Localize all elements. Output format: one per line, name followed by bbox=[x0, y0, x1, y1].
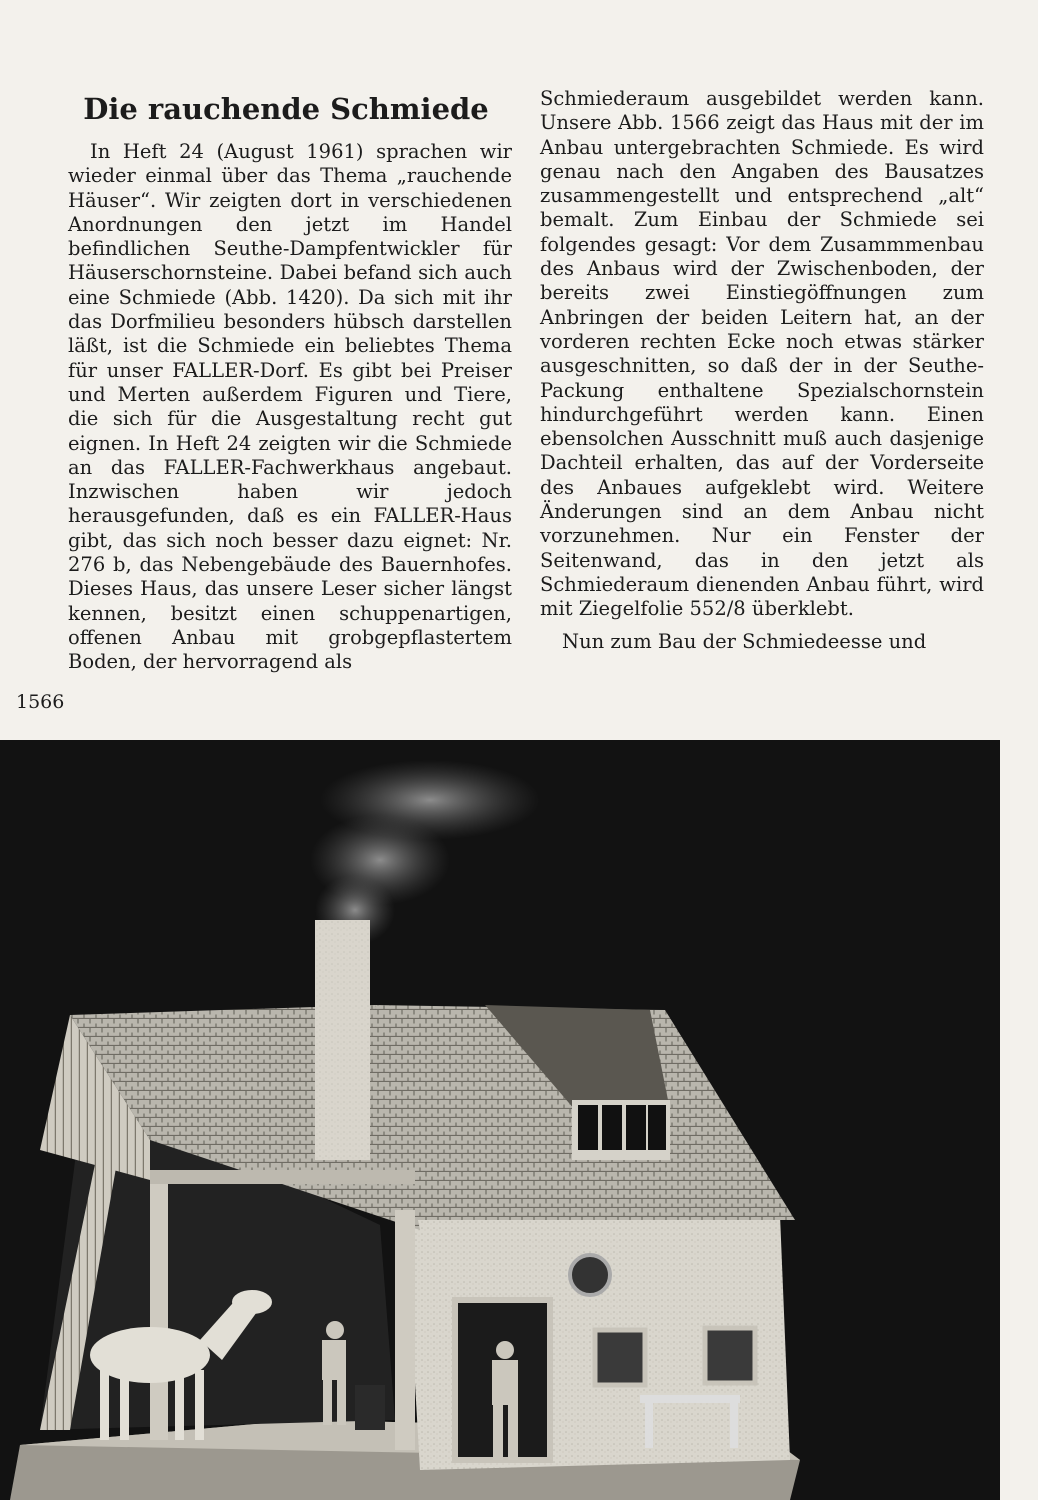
left-column-text: In Heft 24 (August 1961) sprachen wir wieder einmal über das Thema „rauchende Häuser“. Wir zeigten dort in verschiedenen Anordnungen den jetzt im Handel befindlichen Seuthe-Dampfentwickler für Häuserschornsteine. Dabei befand sich auch eine Schmiede (Abb. 1420). Da sich mit ihr das Dorfmilieu besonders hübsch darstellen läßt, ist die Schmiede ein beliebtes Thema für unser FALLER-Dorf. Es gibt bei Preiser und Merten außerdem Figuren und Tiere, die sich für die Ausgestaltung recht gut eignen. In Heft 24 zeigten wir die Schmiede an das FALLER-Fachwerkhaus angebaut. Inzwischen haben wir jedoch herausgefunden, daß es ein FALLER-Haus gibt, das sich noch besser dazu eignet: Nr. 276 b, das Nebengebäude des Bauernhofes. Dieses Haus, das unsere Leser sicher längst kennen, besitzt einen schuppenartigen, offenen Anbau mit grobgepflastertem Boden, der hervorragend als bbox=[68, 140, 512, 674]
article-title: Die rauchende Schmiede bbox=[83, 92, 489, 126]
right-column-continuation: Nun zum Bau der Schmiedeesse und bbox=[562, 629, 927, 653]
figure-number: 1566 bbox=[16, 691, 65, 713]
blacksmith-photo bbox=[0, 740, 1000, 1500]
left-column bbox=[68, 140, 512, 675]
right-column-text: Schmiederaum ausgebildet werden kann. Unsere Abb. 1566 zeigt das Haus mit der im Anbau untergebrachten Schmiede. Es wird genau nach den Angaben des Bausatzes zusammengestellt und entsprechend „alt“ bemalt. Zum Einbau der Schmiede sei folgendes gesagt: Vor dem Zusammmenbau des Anbaus wird der Zwischenboden, der bereits zwei Einstiegöffnungen zum Anbringen der beiden Leitern hat, an der vorderen rechten Ecke noch etwas stärker ausgeschnitten, so daß der in der Seuthe-Packung enthaltene Spezialschornstein hindurchgeführt werden kann. Einen ebensolchen Ausschnitt muß auch dasjenige Dachteil erhalten, das auf der Vorderseite des Anbaues aufgeklebt wird. Weitere Änderungen sind an dem Anbau nicht vorzunehmen. Nur ein Fenster der Seitenwand, das in den jetzt als Schmiederaum dienenden Anbau führt, wird mit Ziegelfolie 552/8 überklebt. bbox=[540, 87, 984, 621]
right-column bbox=[540, 87, 984, 654]
